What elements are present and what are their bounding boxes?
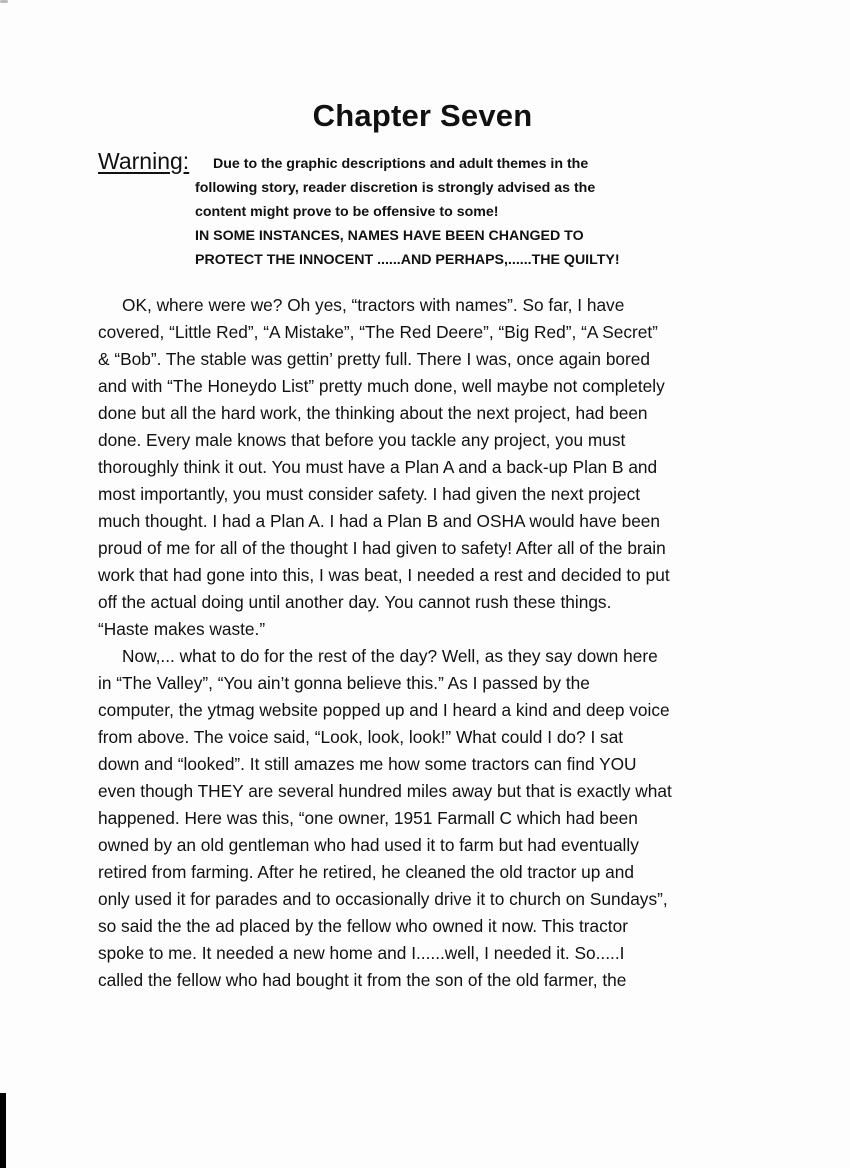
text-line: much thought. I had a Plan A. I had a Plan B and OSHA would have been	[98, 511, 661, 531]
paragraph	[98, 292, 758, 643]
text-line: happened. Here was this, “one owner, 1951 Farmall C which had been	[98, 808, 638, 828]
paragraph	[98, 643, 758, 994]
text-line: spoke to me. It needed a new home and I......well, I needed it. So.....I	[98, 943, 625, 963]
text-line: owned by an old gentleman who had used it to farm but had eventually	[98, 835, 639, 855]
text-line: work that had gone into this, I was beat, I needed a rest and decided to put	[98, 565, 670, 585]
text-line: “Haste makes waste.”	[98, 619, 266, 639]
scan-edge-mark	[0, 1093, 6, 1168]
text-line: covered, “Little Red”, “A Mistake”, “The Red Deere”, “Big Red”, “A Secret”	[98, 322, 658, 342]
warning-notice	[195, 152, 755, 272]
text-line: Now,... what to do for the rest of the day? Well, as they say down here	[122, 646, 658, 666]
text-line: proud of me for all of the thought I had given to safety! After all of the brain	[98, 538, 666, 558]
warning-line: PROTECT THE INNOCENT ......AND PERHAPS,......THE QUILTY!	[195, 252, 620, 268]
text-line: from above. The voice said, “Look, look, look!” What could I do? I sat	[98, 727, 624, 747]
text-line: even though THEY are several hundred miles away but that is exactly what	[98, 781, 672, 801]
warning-line: following story, reader discretion is strongly advised as the	[195, 180, 596, 196]
text-line: computer, the ytmag website popped up and I heard a kind and deep voice	[98, 700, 670, 720]
text-line: retired from farming. After he retired, he cleaned the old tractor up and	[98, 862, 635, 882]
text-line: only used it for parades and to occasionally drive it to church on Sundays”,	[98, 889, 668, 909]
text-line: most importantly, you must consider safety. I had given the next project	[98, 484, 641, 504]
scan-speck	[0, 0, 8, 3]
text-line: called the fellow who had bought it from the son of the old farmer, the	[98, 970, 627, 990]
text-line: done but all the hard work, the thinking about the next project, had been	[98, 403, 648, 423]
warning-line: Due to the graphic descriptions and adult themes in the	[213, 156, 589, 172]
text-line: down and “looked”. It still amazes me how some tractors can find YOU	[98, 754, 637, 774]
warning-label: Warning:	[98, 148, 190, 174]
text-line: & “Bob”. The stable was gettin’ pretty full. There I was, once again bored	[98, 349, 651, 369]
text-line: off the actual doing until another day. You cannot rush these things.	[98, 592, 612, 612]
text-line: done. Every male knows that before you tackle any project, you must	[98, 430, 626, 450]
chapter-title: Chapter Seven	[312, 98, 533, 133]
warning-line: content might prove to be offensive to some!	[195, 204, 499, 220]
story-body	[98, 292, 758, 994]
text-line: and with “The Honeydo List” pretty much done, well maybe not completely	[98, 376, 665, 396]
text-line: thoroughly think it out. You must have a Plan A and a back-up Plan B and	[98, 457, 658, 477]
text-line: so said the the ad placed by the fellow who owned it now. This tractor	[98, 916, 628, 936]
text-line: in “The Valley”, “You ain’t gonna believe this.” As I passed by the	[98, 673, 590, 693]
text-line: OK, where were we? Oh yes, “tractors with names”. So far, I have	[122, 295, 625, 315]
warning-line: IN SOME INSTANCES, NAMES HAVE BEEN CHANGED TO	[195, 228, 584, 244]
